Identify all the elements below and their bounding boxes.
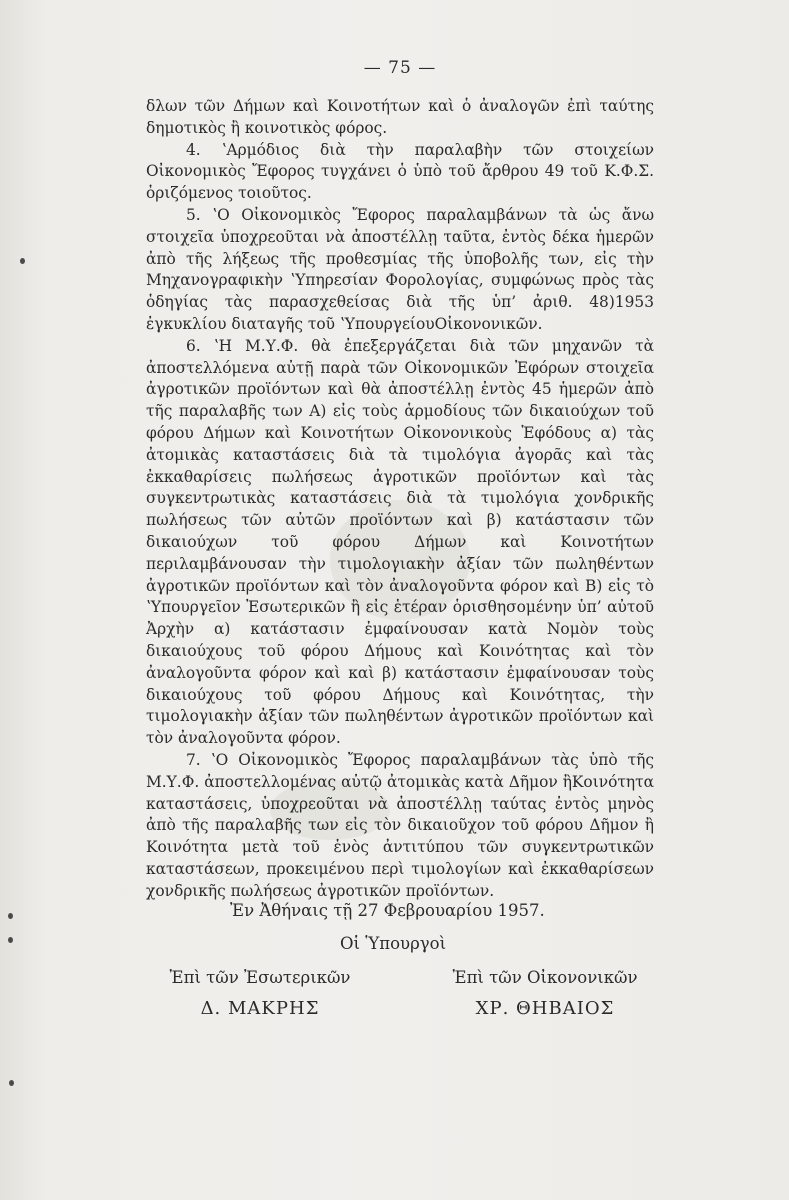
margin-dot <box>8 937 13 943</box>
paragraph: 6. ʽΗ Μ.Υ.Φ. θὰ ἐπεξεργάζεται διὰ τῶν μηχανῶν τὰ ἀποστελλόμενα αὐτῇ παρὰ τῶν Οἰκονομικῶν Ἐφόρων στοιχεῖα ἀγροτικῶν προϊόντων καὶ θὰ ἀποστέλλῃ ἐντὸς 45 ἡμερῶν ἀπὸ τῆς παραλαβῆς των Α) εἰς τοὺς ἁρμοδίους τῶν δικαιούχων τοῦ φόρου Δήμων καὶ Κοινοτήτων Οἰκονονικοὺς Ἐφόδους α) τὰς ἀτομικὰς καταστάσεις διὰ τὰ τιμολόγια ἀγορᾶς καὶ τὰς ἐκκαθαρίσεις πωλήσεως ἀγροτικῶν προϊόντων καὶ τὰς συγκεντρωτικὰς καταστάσεις διὰ τὰ τιμολόγια χονδρικῆς πωλήσεως τῶν αὐτῶν προϊόντων καὶ β) κατάστασιν τῶν δικαιούχων τοῦ φόρου Δήμων καὶ Κοινοτήτων περιλαμβάνουσαν τὴν τιμολογιακὴν ἀξίαν τῶν πωληθέντων ἀγροτικῶν προϊόντων καὶ τὸν ἀναλογοῦντα φόρον καὶ Β) εἰς τὸ ʽΥπουργεῖον Ἐσωτερικῶν ἢ εἰς ἑτέραν ὁρισθησομένην ὑπ’ αὐτοῦ Ἀρχὴν α) κατάστασιν ἐμφαίνουσαν κατὰ Νομὸν τοὺς δικαιούχους τοῦ φόρου Δήμους καὶ Κοινότητας καὶ τὸν ἀναλογοῦντα φόρον καὶ καὶ β) κατάστασιν ἐμφαίνουσαν τοὺς δικαιούχους τοῦ φόρου Δήμους καὶ Κοινότητας, τὴν τιμολογιακὴν ἀξίαν τῶν πωληθέντων ἀγροτικῶν προϊόντων καὶ τὸν ἀναλογοῦντα φόρον. <box>146 336 654 748</box>
signature-name: Δ. ΜΑΚΡΗΣ <box>200 998 320 1019</box>
margin-dot <box>8 913 13 919</box>
body-text <box>146 96 654 902</box>
ministers-heading: Οἱ Ὑπουργοὶ <box>340 934 447 953</box>
signature-right <box>425 966 665 1019</box>
signature-role: Ἐπὶ τῶν Οἰκονονικῶν <box>452 968 638 987</box>
paragraph: 7. ʽΟ Οἰκονομικὸς Ἔφορος παραλαμβάνων τὰς ὑπὸ τῆς Μ.Υ.Φ. ἀποστελλομένας αὐτῷ ἀτομικὰς κατὰ Δῆμον ἢΚοινότητα καταστάσεις, ὑποχρεοῦται νὰ ἀποστέλλῃ ταύτας ἐντὸς μηνὸς ἀπὸ τῆς παραλαβῆς των εἰς τὸν δικαιοῦχον τοῦ φόρου Δῆμον ἢ Κοινότητα μετὰ τοῦ ἑνὸς ἀντιτύπου τῶν συγκεντρωτικῶν καταστάσεων, προκειμένου περὶ τιμολογίων καὶ ἐκκαθαρίσεων χονδρικῆς πωλήσεως ἀγροτικῶν προϊόντων. <box>146 750 654 900</box>
margin-dot <box>9 1080 14 1086</box>
paragraph: 4. ʽΑρμόδιος διὰ τὴν παραλαβὴν τῶν στοιχείων Οἰκονομικὸς Ἔφορος τυγχάνει ὁ ὑπὸ τοῦ ἄρθρου 49 τοῦ Κ.Φ.Σ. ὁριζόμενος τοιοῦτος. <box>146 140 654 203</box>
margin-dot <box>20 258 25 264</box>
page-number: — 75 — <box>363 58 437 78</box>
signature-role: Ἐπὶ τῶν Ἐσωτερικῶν <box>169 968 351 987</box>
paragraph: 5. ʽΟ Οἰκονομικὸς Ἔφορος παραλαμβάνων τὰ ὡς ἄνω στοιχεῖα ὑποχρεοῦται νὰ ἀποστέλλῃ ταῦτα, ἐντὸς δέκα ἡμερῶν ἀπὸ τῆς λήξεως τῆς προθεσμίας τῆς ὑποβολῆς των, εἰς τὴν Μηχανογραφικὴν ʽΥπηρεσίαν Φορολογίας, συμφώνως πρὸς τὰς ὁδηγίας τὰς παρασχεθείσας διὰ τῆς ὑπ’ ἀριθ. 48)1953 ἐγκυκλίου διαταγῆς τοῦ ʽΥπουργείουΟἰκονονικῶν. <box>146 205 654 333</box>
date-line: Ἐν Ἀθήναις τῇ 27 Φεβρουαρίου 1957. <box>230 901 545 920</box>
paragraph: δλων τῶν Δήμων καὶ Κοινοτήτων καὶ ὁ ἀναλογῶν ἐπὶ ταύτης δημοτικὸς ἢ κοινοτικὸς φόρος. <box>146 97 654 137</box>
signature-name: ΧΡ. ΘΗΒΑΙΟΣ <box>475 998 615 1019</box>
signature-left <box>150 966 370 1019</box>
